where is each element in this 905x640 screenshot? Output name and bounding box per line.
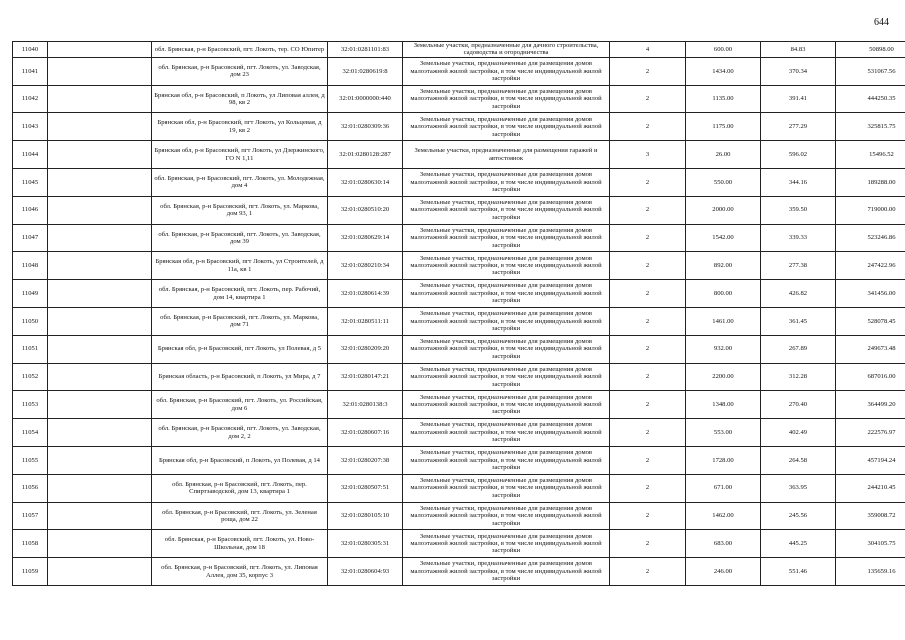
group-code-cell: 4 <box>610 42 686 58</box>
table-row <box>13 419 905 447</box>
cadastral-value-cell: 325815.75 <box>836 113 905 141</box>
cadastral-number-cell: 32:01:0280604:93 <box>328 558 403 586</box>
cadastral-value-cell: 135659.16 <box>836 558 905 586</box>
land-use-cell: Земельные участки, предназначенные для размещения домов малоэтажной жилой застройки, в том числе индивидуальной жилой застройки <box>403 363 610 391</box>
group-code-cell: 2 <box>610 363 686 391</box>
land-use-cell: Земельные участки, предназначенные для размещения домов малоэтажной жилой застройки, в том числе индивидуальной жилой застройки <box>403 446 610 474</box>
row-number-cell: 11049 <box>13 280 48 308</box>
address-cell: обл. Брянская, р-н Брасовский, пгт. Локоть, ул. Заводская, дом 2, 2 <box>152 419 328 447</box>
area-cell: 683.00 <box>686 530 761 558</box>
group-code-cell: 2 <box>610 391 686 419</box>
cadastral-number-cell: 32:01:0280207:38 <box>328 446 403 474</box>
address-cell: обл. Брянская, р-н Брасовский, пгт. Локоть, пер. Рабочий, дом 14, квартира 1 <box>152 280 328 308</box>
specific-value-cell: 277.38 <box>761 252 836 280</box>
area-cell: 1348.00 <box>686 391 761 419</box>
specific-value-cell: 402.49 <box>761 419 836 447</box>
area-cell: 1462.00 <box>686 502 761 530</box>
cadastral-value-cell: 359008.72 <box>836 502 905 530</box>
cadastral-number-cell: 32:01:0280629:14 <box>328 224 403 252</box>
empty-cell <box>48 57 152 85</box>
row-number-cell: 11046 <box>13 196 48 224</box>
cadastral-number-cell: 32:01:0280305:31 <box>328 530 403 558</box>
address-cell: Брянская обл, р-н Брасовский, пгт Локоть, ул Полевая, д 5 <box>152 335 328 363</box>
row-number-cell: 11054 <box>13 419 48 447</box>
empty-cell <box>48 196 152 224</box>
specific-value-cell: 277.29 <box>761 113 836 141</box>
row-number-cell: 11052 <box>13 363 48 391</box>
table-row <box>13 252 905 280</box>
address-cell: Брянская обл, р-н Брасовский, пгт Локоть, ул Дзержинского, ГО N 1,11 <box>152 141 328 169</box>
empty-cell <box>48 141 152 169</box>
address-cell: Брянская обл, р-н Брасовский, пгт Локоть, ул Строителей, д 11а, кв 1 <box>152 252 328 280</box>
group-code-cell: 2 <box>610 419 686 447</box>
row-number-cell: 11040 <box>13 42 48 58</box>
table-row <box>13 530 905 558</box>
specific-value-cell: 596.02 <box>761 141 836 169</box>
specific-value-cell: 361.45 <box>761 307 836 335</box>
area-cell: 671.00 <box>686 474 761 502</box>
table-row <box>13 391 905 419</box>
area-cell: 1461.00 <box>686 307 761 335</box>
address-cell: обл. Брянская, р-н Брасовский, пгт. Локоть, ул. Зеленая роща, дом 22 <box>152 502 328 530</box>
row-number-cell: 11058 <box>13 530 48 558</box>
table-row <box>13 363 905 391</box>
address-cell: обл. Брянская, р-н Брасовский, пгт. Локоть, тер. СО Юпитер <box>152 42 328 58</box>
cadastral-value-cell: 364499.20 <box>836 391 905 419</box>
table-row <box>13 224 905 252</box>
cadastral-number-cell: 32:01:0280630:14 <box>328 169 403 197</box>
row-number-cell: 11051 <box>13 335 48 363</box>
area-cell: 246.00 <box>686 558 761 586</box>
cadastral-number-cell: 32:01:0280619:8 <box>328 57 403 85</box>
address-cell: обл. Брянская, р-н Брасовский, пгт. Локоть, пер. Спиртзаводской, дом 13, квартира 1 <box>152 474 328 502</box>
group-code-cell: 2 <box>610 446 686 474</box>
area-cell: 26.00 <box>686 141 761 169</box>
area-cell: 800.00 <box>686 280 761 308</box>
table-row <box>13 169 905 197</box>
land-use-cell: Земельные участки, предназначенные для размещения домов малоэтажной жилой застройки, в том числе индивидуальной жилой застройки <box>403 419 610 447</box>
specific-value-cell: 426.82 <box>761 280 836 308</box>
empty-cell <box>48 113 152 141</box>
empty-cell <box>48 363 152 391</box>
group-code-cell: 2 <box>610 113 686 141</box>
page-number: 644 <box>874 17 889 28</box>
table-row <box>13 446 905 474</box>
specific-value-cell: 267.89 <box>761 335 836 363</box>
row-number-cell: 11045 <box>13 169 48 197</box>
cadastral-value-cell: 304105.75 <box>836 530 905 558</box>
land-use-cell: Земельные участки, предназначенные для размещения домов малоэтажной жилой застройки, в том числе индивидуальной жилой застройки <box>403 196 610 224</box>
area-cell: 550.00 <box>686 169 761 197</box>
specific-value-cell: 84.83 <box>761 42 836 58</box>
row-number-cell: 11053 <box>13 391 48 419</box>
empty-cell <box>48 391 152 419</box>
area-cell: 932.00 <box>686 335 761 363</box>
address-cell: обл. Брянская, р-н Брасовский, пгт. Локоть, ул. Ново-Школьная, дом 18 <box>152 530 328 558</box>
specific-value-cell: 344.16 <box>761 169 836 197</box>
land-use-cell: Земельные участки, предназначенные для размещения домов малоэтажной жилой застройки, в том числе индивидуальной жилой застройки <box>403 558 610 586</box>
cadastral-value-cell: 687016.00 <box>836 363 905 391</box>
table-row <box>13 85 905 113</box>
empty-cell <box>48 42 152 58</box>
cadastral-number-cell: 32:01:0280209:20 <box>328 335 403 363</box>
empty-cell <box>48 85 152 113</box>
empty-cell <box>48 252 152 280</box>
empty-cell <box>48 335 152 363</box>
land-use-cell: Земельные участки, предназначенные для размещения домов малоэтажной жилой застройки, в том числе индивидуальной жилой застройки <box>403 224 610 252</box>
empty-cell <box>48 419 152 447</box>
area-cell: 2000.00 <box>686 196 761 224</box>
land-use-cell: Земельные участки, предназначенные для размещения домов малоэтажной жилой застройки, в том числе индивидуальной жилой застройки <box>403 335 610 363</box>
area-cell: 553.00 <box>686 419 761 447</box>
empty-cell <box>48 530 152 558</box>
land-use-cell: Земельные участки, предназначенные для размещения домов малоэтажной жилой застройки, в том числе индивидуальной жилой застройки <box>403 307 610 335</box>
row-number-cell: 11059 <box>13 558 48 586</box>
address-cell: Брянская обл, р-н Брасовский, п Локоть, ул Липовая аллея, д 98, кв 2 <box>152 85 328 113</box>
address-cell: обл. Брянская, р-н Брасовский, пгт. Локоть, ул. Заводская, дом 39 <box>152 224 328 252</box>
group-code-cell: 2 <box>610 85 686 113</box>
address-cell: Брянская обл, р-н Брасовский, пгт Локоть, ул Кольцевая, д 19, кв 2 <box>152 113 328 141</box>
specific-value-cell: 445.25 <box>761 530 836 558</box>
group-code-cell: 2 <box>610 307 686 335</box>
area-cell: 1542.00 <box>686 224 761 252</box>
cadastral-value-cell: 457194.24 <box>836 446 905 474</box>
cadastral-value-cell: 189288.00 <box>836 169 905 197</box>
specific-value-cell: 270.40 <box>761 391 836 419</box>
row-number-cell: 11047 <box>13 224 48 252</box>
cadastral-value-cell: 523246.86 <box>836 224 905 252</box>
row-number-cell: 11042 <box>13 85 48 113</box>
specific-value-cell: 339.33 <box>761 224 836 252</box>
cadastral-value-cell: 528078.45 <box>836 307 905 335</box>
land-use-cell: Земельные участки, предназначенные для размещения домов малоэтажной жилой застройки, в том числе индивидуальной жилой застройки <box>403 530 610 558</box>
table-row <box>13 196 905 224</box>
land-use-cell: Земельные участки, предназначенные для размещения домов малоэтажной жилой застройки, в том числе индивидуальной жилой застройки <box>403 252 610 280</box>
address-cell: обл. Брянская, р-н Брасовский, пгт. Локоть, ул. Маркова, дом 71 <box>152 307 328 335</box>
area-cell: 892.00 <box>686 252 761 280</box>
specific-value-cell: 312.28 <box>761 363 836 391</box>
cadastral-number-cell: 32:01:0280507:51 <box>328 474 403 502</box>
area-cell: 600.00 <box>686 42 761 58</box>
row-number-cell: 11056 <box>13 474 48 502</box>
land-use-cell: Земельные участки, предназначенные для размещения домов малоэтажной жилой застройки, в том числе индивидуальной жилой застройки <box>403 391 610 419</box>
cadastral-value-cell: 444250.35 <box>836 85 905 113</box>
cadastral-number-cell: 32:01:0280607:16 <box>328 419 403 447</box>
table-row <box>13 558 905 586</box>
address-cell: обл. Брянская, р-н Брасовский, пгт. Локоть, ул. Молодежная, дом 4 <box>152 169 328 197</box>
empty-cell <box>48 502 152 530</box>
land-use-cell: Земельные участки, предназначенные для размещения домов малоэтажной жилой застройки, в том числе индивидуальной жилой застройки <box>403 57 610 85</box>
land-use-cell: Земельные участки, предназначенные для размещения гаражей и автостоянок <box>403 141 610 169</box>
cadastral-value-cell: 719000.00 <box>836 196 905 224</box>
land-use-cell: Земельные участки, предназначенные для размещения домов малоэтажной жилой застройки, в том числе индивидуальной жилой застройки <box>403 502 610 530</box>
empty-cell <box>48 446 152 474</box>
specific-value-cell: 370.34 <box>761 57 836 85</box>
empty-cell <box>48 558 152 586</box>
row-number-cell: 11050 <box>13 307 48 335</box>
group-code-cell: 2 <box>610 169 686 197</box>
table-row <box>13 280 905 308</box>
area-cell: 1135.00 <box>686 85 761 113</box>
land-use-cell: Земельные участки, предназначенные для дачного строительства, садоводства и огородничества <box>403 42 610 58</box>
address-cell: обл. Брянская, р-н Брасовский, пгт. Локоть, ул. Липовая Аллея, дом 35, корпус 3 <box>152 558 328 586</box>
cadastral-value-cell: 222576.97 <box>836 419 905 447</box>
table-row <box>13 42 905 58</box>
group-code-cell: 2 <box>610 57 686 85</box>
area-cell: 1434.00 <box>686 57 761 85</box>
cadastral-value-cell: 249673.48 <box>836 335 905 363</box>
cadastral-number-cell: 32:01:0280614:39 <box>328 280 403 308</box>
cadastral-value-cell: 15496.52 <box>836 141 905 169</box>
address-cell: обл. Брянская, р-н Брасовский, пгт. Локоть, ул. Маркова, дом 93, 1 <box>152 196 328 224</box>
specific-value-cell: 551.46 <box>761 558 836 586</box>
table-row <box>13 113 905 141</box>
row-number-cell: 11048 <box>13 252 48 280</box>
row-number-cell: 11057 <box>13 502 48 530</box>
cadastral-number-cell: 32:01:0280105:10 <box>328 502 403 530</box>
table-row <box>13 335 905 363</box>
cadastral-value-cell: 341456.00 <box>836 280 905 308</box>
cadastral-number-cell: 32:01:0000000:440 <box>328 85 403 113</box>
row-number-cell: 11043 <box>13 113 48 141</box>
row-number-cell: 11041 <box>13 57 48 85</box>
cadastral-number-cell: 32:01:0280147:21 <box>328 363 403 391</box>
land-use-cell: Земельные участки, предназначенные для размещения домов малоэтажной жилой застройки, в том числе индивидуальной жилой застройки <box>403 280 610 308</box>
specific-value-cell: 359.50 <box>761 196 836 224</box>
cadastral-number-cell: 32:01:0280309:36 <box>328 113 403 141</box>
land-use-cell: Земельные участки, предназначенные для размещения домов малоэтажной жилой застройки, в том числе индивидуальной жилой застройки <box>403 474 610 502</box>
cadastral-number-cell: 32:01:0280210:34 <box>328 252 403 280</box>
cadastral-value-cell: 244210.45 <box>836 474 905 502</box>
area-cell: 1175.00 <box>686 113 761 141</box>
land-use-cell: Земельные участки, предназначенные для размещения домов малоэтажной жилой застройки, в том числе индивидуальной жилой застройки <box>403 169 610 197</box>
specific-value-cell: 245.56 <box>761 502 836 530</box>
table-row <box>13 474 905 502</box>
cadastral-number-cell: 32:01:0280138:3 <box>328 391 403 419</box>
address-cell: Брянская область, р-н Брасовский, п Локоть, ул Мира, д 7 <box>152 363 328 391</box>
group-code-cell: 2 <box>610 530 686 558</box>
area-cell: 2200.00 <box>686 363 761 391</box>
table-row <box>13 141 905 169</box>
cadastral-value-cell: 247422.96 <box>836 252 905 280</box>
empty-cell <box>48 280 152 308</box>
group-code-cell: 2 <box>610 335 686 363</box>
cadastral-number-cell: 32:01:0280510:20 <box>328 196 403 224</box>
group-code-cell: 2 <box>610 196 686 224</box>
cadastral-number-cell: 32:01:0281101:83 <box>328 42 403 58</box>
table-row <box>13 502 905 530</box>
row-number-cell: 11055 <box>13 446 48 474</box>
group-code-cell: 2 <box>610 502 686 530</box>
group-code-cell: 3 <box>610 141 686 169</box>
empty-cell <box>48 224 152 252</box>
specific-value-cell: 264.58 <box>761 446 836 474</box>
empty-cell <box>48 474 152 502</box>
cadastral-number-cell: 32:01:0280511:11 <box>328 307 403 335</box>
cadastral-value-cell: 50898.00 <box>836 42 905 58</box>
table-row <box>13 307 905 335</box>
empty-cell <box>48 307 152 335</box>
land-use-cell: Земельные участки, предназначенные для размещения домов малоэтажной жилой застройки, в том числе индивидуальной жилой застройки <box>403 113 610 141</box>
table-body <box>13 42 905 586</box>
specific-value-cell: 391.41 <box>761 85 836 113</box>
group-code-cell: 2 <box>610 252 686 280</box>
address-cell: обл. Брянская, р-н Брасовский, пгт. Локоть, ул. Заводская, дом 23 <box>152 57 328 85</box>
empty-cell <box>48 169 152 197</box>
group-code-cell: 2 <box>610 474 686 502</box>
address-cell: обл. Брянская, р-н Брасовский, пгт. Локоть, ул. Российская, дом 6 <box>152 391 328 419</box>
table-row <box>13 57 905 85</box>
row-number-cell: 11044 <box>13 141 48 169</box>
address-cell: Брянская обл, р-н Брасовский, п Локоть, ул Полевая, д 14 <box>152 446 328 474</box>
specific-value-cell: 363.95 <box>761 474 836 502</box>
group-code-cell: 2 <box>610 280 686 308</box>
group-code-cell: 2 <box>610 558 686 586</box>
cadastral-value-cell: 531067.56 <box>836 57 905 85</box>
group-code-cell: 2 <box>610 224 686 252</box>
cadastral-number-cell: 32:01:0280128:287 <box>328 141 403 169</box>
area-cell: 1728.00 <box>686 446 761 474</box>
land-use-cell: Земельные участки, предназначенные для размещения домов малоэтажной жилой застройки, в том числе индивидуальной жилой застройки <box>403 85 610 113</box>
cadastral-value-table <box>12 41 905 586</box>
